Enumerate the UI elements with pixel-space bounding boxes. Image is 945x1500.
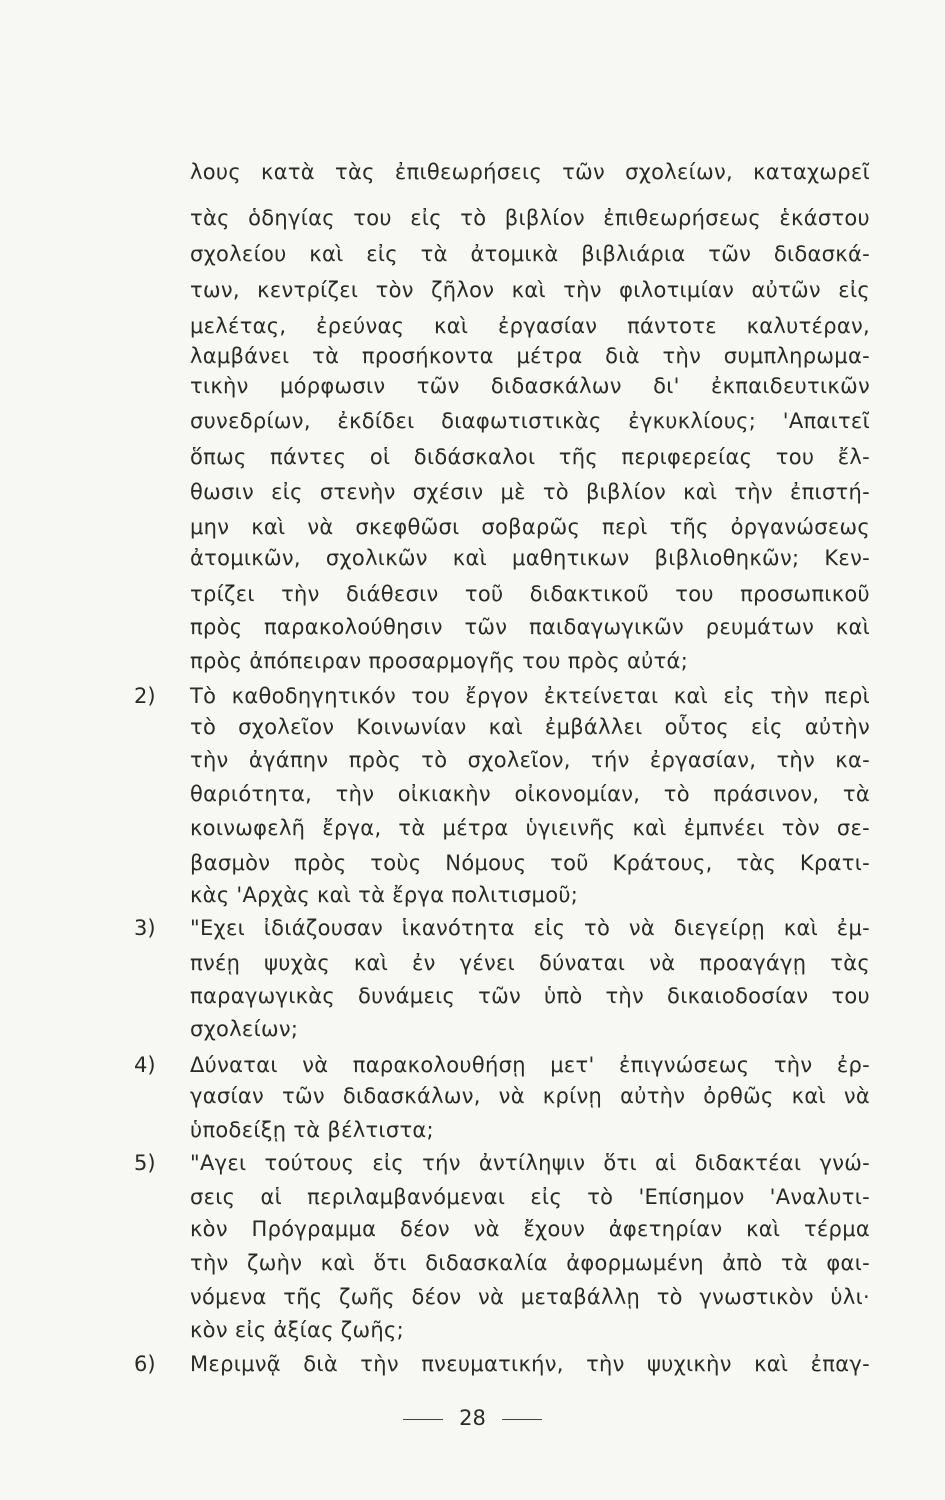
text-line: "Αγει τούτους εἰς τήν ἀντίληψιν ὅτι αἱ διδακτέαι γνώ- [190, 1151, 870, 1175]
page-number: 28 [459, 1406, 486, 1430]
text-line: μην καὶ νὰ σκεφθῶσι σοβαρῶς περὶ τῆς ὀργανώσεως [190, 515, 870, 539]
item-number: 4) [134, 1053, 156, 1077]
text-line: σεις αἱ περιλαμβανόμεναι εἰς τὸ 'Επίσημον 'Αναλυτι- [190, 1185, 870, 1209]
text-line: λους κατὰ τὰς ἐπιθεωρήσεις τῶν σχολείων, καταχωρεῖ [190, 160, 870, 184]
text-line: σχολείου καὶ εἰς τὰ ἀτομικὰ βιβλιάρια τῶν διδασκά- [190, 242, 870, 266]
footer-dash-right [502, 1419, 542, 1420]
text-line: ἀτομικῶν, σχολικῶν καὶ μαθητικων βιβλιοθηκῶν; Κεν- [190, 546, 870, 570]
item-number: 5) [134, 1151, 156, 1175]
text-line: Δύναται νὰ παρακολουθήσῃ μετ' ἐπιγνώσεως τὴν ἐρ- [190, 1053, 870, 1077]
text-line: τὸ σχολεῖον Κοινωνίαν καὶ ἐμβάλλει οὗτος εἰς αὐτὴν [190, 715, 870, 739]
item-number: 2) [134, 684, 156, 708]
text-line: γασίαν τῶν διδασκάλων, νὰ κρίνῃ αὐτὴν ὀρθῶς καὶ νὰ [190, 1084, 870, 1108]
text-line: παραγωγικὰς δυνάμεις τῶν ὑπὸ τὴν δικαιοδοσίαν του [190, 984, 870, 1008]
text-line: βασμὸν πρὸς τοὺς Νόμους τοῦ Κράτους, τὰς Κρατι- [190, 851, 870, 875]
text-line: τικὴν μόρφωσιν τῶν διδασκάλων δι' ἐκπαιδευτικῶν [190, 374, 870, 398]
text-line: θαριότητα, τὴν οἰκιακὴν οἰκονομίαν, τὸ πράσινον, τὰ [190, 782, 870, 806]
text-line: νόμενα τῆς ζωῆς δέον νὰ μεταβάλλῃ τὸ γνωστικὸν ὑλι· [190, 1285, 870, 1309]
text-line: λαμβάνει τὰ προσήκοντα μέτρα διὰ τὴν συμπληρωμα- [190, 344, 870, 368]
page-footer [0, 1405, 945, 1431]
text-line: σχολείων; [190, 1017, 299, 1041]
text-line: μελέτας, ἐρεύνας καὶ ἐργασίαν πάντοτε καλυτέραν, [190, 314, 870, 338]
text-line: Τὸ καθοδηγητικόν του ἔργον ἐκτείνεται καὶ εἰς τὴν περὶ [190, 684, 870, 708]
text-line: τὴν ἀγάπην πρὸς τὸ σχολεῖον, τήν ἐργασίαν, τὴν κα- [190, 748, 870, 772]
text-line: πνέῃ ψυχὰς καὶ ἐν γένει δύναται νὰ προαγάγῃ τὰς [190, 951, 870, 975]
text-line: πρὸς ἀπόπειραν προσαρμογῆς του πρὸς αὐτά; [190, 649, 689, 673]
footer-dash-left [403, 1419, 443, 1420]
text-line: τρίζει τὴν διάθεσιν τοῦ διδακτικοῦ του προσωπικοῦ [190, 582, 870, 606]
text-line: τὰς ὁδηγίας του εἰς τὸ βιβλίον ἐπιθεωρήσεως ἑκάστου [190, 206, 870, 230]
item-number: 3) [134, 916, 156, 940]
text-line: ὑποδείξῃ τὰ βέλτιστα; [190, 1118, 434, 1142]
text-line: "Εχει ἰδιάζουσαν ἱκανότητα εἰς τὸ νὰ διεγείρῃ καὶ ἐμ- [190, 916, 870, 940]
text-line: τὴν ζωὴν καὶ ὅτι διδασκαλία ἀφορμωμένη ἀπὸ τὰ φαι- [190, 1251, 870, 1275]
text-line: ὅπως πάντες οἱ διδάσκαλοι τῆς περιφερείας του ἔλ- [190, 445, 870, 469]
text-line: συνεδρίων, ἐκδίδει διαφωτιστικὰς ἐγκυκλίους; 'Απαιτεῖ [190, 409, 870, 433]
text-line: των, κεντρίζει τὸν ζῆλον καὶ τὴν φιλοτιμίαν αὐτῶν εἰς [190, 278, 870, 302]
text-line: κὸν εἰς ἀξίας ζωῆς; [190, 1318, 405, 1342]
text-line: Μεριμνᾷ διὰ τὴν πνευματικήν, τὴν ψυχικὴν καὶ ἐπαγ- [190, 1352, 870, 1376]
text-line: κὰς 'Αρχὰς καὶ τὰ ἔργα πολιτισμοῦ; [190, 883, 579, 907]
text-line: πρὸς παρακολούθησιν τῶν παιδαγωγικῶν ρευμάτων καὶ [190, 615, 870, 639]
text-line: θωσιν εἰς στενὴν σχέσιν μὲ τὸ βιβλίον καὶ τὴν ἐπιστή- [190, 480, 870, 504]
text-line: κοινωφελῆ ἔργα, τὰ μέτρα ὑγιεινῆς καὶ ἐμπνέει τὸν σε- [190, 816, 870, 840]
item-number: 6) [134, 1352, 156, 1376]
text-line: κὸν Πρόγραμμα δέον νὰ ἔχουν ἀφετηρίαν καὶ τέρμα [190, 1217, 870, 1241]
